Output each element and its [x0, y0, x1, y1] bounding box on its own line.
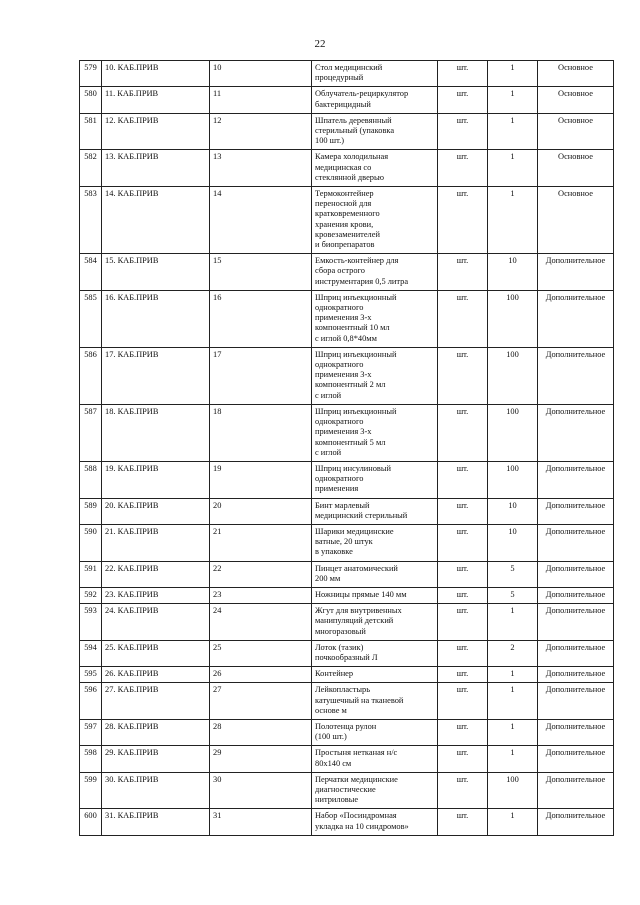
row-number-cell: 582 [80, 150, 102, 187]
unit-cell: шт. [438, 187, 488, 254]
row-number-cell: 585 [80, 290, 102, 347]
unit-cell: шт. [438, 719, 488, 745]
table-row [80, 809, 614, 835]
quantity-cell: 1 [488, 113, 538, 150]
unit-cell: шт. [438, 254, 488, 291]
item-name-cell: Шприц инъекционный однократного применения 3-х компонентный 5 мл с иглой [312, 404, 438, 461]
room-cell: 21. КАБ.ПРИВ [102, 524, 210, 561]
item-name-cell: Шприц инсулиновый однократного применения [312, 461, 438, 498]
quantity-cell: 1 [488, 187, 538, 254]
item-name-cell: Шарики медицинские ватные, 20 штук в упаковке [312, 524, 438, 561]
index-cell: 19 [210, 461, 312, 498]
unit-cell: шт. [438, 113, 488, 150]
unit-cell: шт. [438, 746, 488, 772]
unit-cell: шт. [438, 561, 488, 587]
page-number: 22 [314, 38, 326, 50]
table-row [80, 587, 614, 603]
room-cell: 24. КАБ.ПРИВ [102, 604, 210, 641]
index-cell: 12 [210, 113, 312, 150]
room-cell: 14. КАБ.ПРИВ [102, 187, 210, 254]
row-number-cell: 593 [80, 604, 102, 641]
quantity-cell: 2 [488, 640, 538, 666]
table-row [80, 719, 614, 745]
index-cell: 14 [210, 187, 312, 254]
item-name-cell: Полотенца рулон (100 шт.) [312, 719, 438, 745]
quantity-cell: 10 [488, 254, 538, 291]
table-row [80, 604, 614, 641]
row-number-cell: 590 [80, 524, 102, 561]
quantity-cell: 5 [488, 561, 538, 587]
row-number-cell: 596 [80, 683, 102, 720]
quantity-cell: 100 [488, 461, 538, 498]
room-cell: 15. КАБ.ПРИВ [102, 254, 210, 291]
row-number-cell: 592 [80, 587, 102, 603]
item-name-cell: Облучатель-рециркулятор бактерицидный [312, 87, 438, 113]
room-cell: 31. КАБ.ПРИВ [102, 809, 210, 835]
room-cell: 28. КАБ.ПРИВ [102, 719, 210, 745]
quantity-cell: 100 [488, 772, 538, 809]
row-number-cell: 580 [80, 87, 102, 113]
index-cell: 25 [210, 640, 312, 666]
quantity-cell: 10 [488, 524, 538, 561]
item-name-cell: Лоток (тазик) почкообразный Л [312, 640, 438, 666]
equipment-type-cell: Дополнительное [538, 604, 614, 641]
index-cell: 15 [210, 254, 312, 291]
quantity-cell: 100 [488, 290, 538, 347]
index-cell: 11 [210, 87, 312, 113]
row-number-cell: 600 [80, 809, 102, 835]
item-name-cell: Пинцет анатомический 200 мм [312, 561, 438, 587]
room-cell: 11. КАБ.ПРИВ [102, 87, 210, 113]
equipment-type-cell: Дополнительное [538, 587, 614, 603]
unit-cell: шт. [438, 604, 488, 641]
row-number-cell: 588 [80, 461, 102, 498]
unit-cell: шт. [438, 87, 488, 113]
unit-cell: шт. [438, 683, 488, 720]
quantity-cell: 1 [488, 746, 538, 772]
row-number-cell: 589 [80, 498, 102, 524]
row-number-cell: 586 [80, 347, 102, 404]
equipment-type-cell: Дополнительное [538, 404, 614, 461]
index-cell: 17 [210, 347, 312, 404]
index-cell: 22 [210, 561, 312, 587]
equipment-type-cell: Дополнительное [538, 809, 614, 835]
equipment-type-cell: Дополнительное [538, 290, 614, 347]
quantity-cell: 100 [488, 347, 538, 404]
index-cell: 28 [210, 719, 312, 745]
row-number-cell: 591 [80, 561, 102, 587]
room-cell: 29. КАБ.ПРИВ [102, 746, 210, 772]
unit-cell: шт. [438, 772, 488, 809]
item-name-cell: Бинт марлевый медицинский стерильный [312, 498, 438, 524]
quantity-cell: 1 [488, 683, 538, 720]
item-name-cell: Набор «Посиндромная укладка на 10 синдромов» [312, 809, 438, 835]
row-number-cell: 584 [80, 254, 102, 291]
table-row [80, 461, 614, 498]
index-cell: 10 [210, 61, 312, 87]
equipment-type-cell: Дополнительное [538, 719, 614, 745]
room-cell: 18. КАБ.ПРИВ [102, 404, 210, 461]
room-cell: 27. КАБ.ПРИВ [102, 683, 210, 720]
index-cell: 16 [210, 290, 312, 347]
equipment-type-cell: Дополнительное [538, 772, 614, 809]
index-cell: 21 [210, 524, 312, 561]
quantity-cell: 1 [488, 150, 538, 187]
quantity-cell: 1 [488, 87, 538, 113]
room-cell: 19. КАБ.ПРИВ [102, 461, 210, 498]
room-cell: 20. КАБ.ПРИВ [102, 498, 210, 524]
quantity-cell: 1 [488, 604, 538, 641]
unit-cell: шт. [438, 290, 488, 347]
room-cell: 23. КАБ.ПРИВ [102, 587, 210, 603]
index-cell: 30 [210, 772, 312, 809]
index-cell: 27 [210, 683, 312, 720]
quantity-cell: 1 [488, 719, 538, 745]
equipment-type-cell: Основное [538, 113, 614, 150]
index-cell: 24 [210, 604, 312, 641]
table-row [80, 524, 614, 561]
table-row [80, 561, 614, 587]
room-cell: 30. КАБ.ПРИВ [102, 772, 210, 809]
equipment-type-cell: Основное [538, 187, 614, 254]
unit-cell: шт. [438, 667, 488, 683]
item-name-cell: Камера холодильная медицинская со стеклянной дверью [312, 150, 438, 187]
item-name-cell: Шприц инъекционный однократного применения 3-х компонентный 10 мл с иглой 0,8*40мм [312, 290, 438, 347]
unit-cell: шт. [438, 498, 488, 524]
quantity-cell: 10 [488, 498, 538, 524]
index-cell: 18 [210, 404, 312, 461]
unit-cell: шт. [438, 61, 488, 87]
row-number-cell: 598 [80, 746, 102, 772]
unit-cell: шт. [438, 347, 488, 404]
table-row [80, 187, 614, 254]
equipment-type-cell: Дополнительное [538, 746, 614, 772]
quantity-cell: 5 [488, 587, 538, 603]
table-row [80, 150, 614, 187]
table-row [80, 347, 614, 404]
equipment-type-cell: Основное [538, 87, 614, 113]
item-name-cell: Емкость-контейнер для сбора острого инструментария 0,5 литра [312, 254, 438, 291]
row-number-cell: 599 [80, 772, 102, 809]
item-name-cell: Шпатель деревянный стерильный (упаковка 100 шт.) [312, 113, 438, 150]
room-cell: 22. КАБ.ПРИВ [102, 561, 210, 587]
equipment-type-cell: Основное [538, 150, 614, 187]
row-number-cell: 583 [80, 187, 102, 254]
table-row [80, 498, 614, 524]
unit-cell: шт. [438, 150, 488, 187]
equipment-type-cell: Дополнительное [538, 640, 614, 666]
item-name-cell: Стол медицинский процедурный [312, 61, 438, 87]
row-number-cell: 581 [80, 113, 102, 150]
room-cell: 13. КАБ.ПРИВ [102, 150, 210, 187]
quantity-cell: 1 [488, 667, 538, 683]
table-row [80, 87, 614, 113]
unit-cell: шт. [438, 524, 488, 561]
unit-cell: шт. [438, 809, 488, 835]
item-name-cell: Лейкопластырь катушечный на тканевой основе м [312, 683, 438, 720]
room-cell: 10. КАБ.ПРИВ [102, 61, 210, 87]
room-cell: 26. КАБ.ПРИВ [102, 667, 210, 683]
table-row [80, 404, 614, 461]
row-number-cell: 594 [80, 640, 102, 666]
room-cell: 16. КАБ.ПРИВ [102, 290, 210, 347]
index-cell: 31 [210, 809, 312, 835]
row-number-cell: 597 [80, 719, 102, 745]
equipment-type-cell: Дополнительное [538, 461, 614, 498]
quantity-cell: 1 [488, 61, 538, 87]
equipment-type-cell: Дополнительное [538, 347, 614, 404]
table-row [80, 61, 614, 87]
item-name-cell: Термоконтейнер переносной для кратковременного хранения крови, кровезаменителей и биопрепаратов [312, 187, 438, 254]
table-row [80, 772, 614, 809]
quantity-cell: 100 [488, 404, 538, 461]
equipment-type-cell: Дополнительное [538, 683, 614, 720]
unit-cell: шт. [438, 461, 488, 498]
index-cell: 20 [210, 498, 312, 524]
equipment-type-cell: Основное [538, 61, 614, 87]
room-cell: 12. КАБ.ПРИВ [102, 113, 210, 150]
table-row [80, 254, 614, 291]
equipment-type-cell: Дополнительное [538, 667, 614, 683]
equipment-type-cell: Дополнительное [538, 524, 614, 561]
room-cell: 17. КАБ.ПРИВ [102, 347, 210, 404]
table-row [80, 667, 614, 683]
table-row [80, 746, 614, 772]
unit-cell: шт. [438, 404, 488, 461]
equipment-table [79, 60, 614, 836]
table-body [80, 61, 614, 836]
index-cell: 13 [210, 150, 312, 187]
unit-cell: шт. [438, 640, 488, 666]
item-name-cell: Перчатки медицинские диагностические нитриловые [312, 772, 438, 809]
index-cell: 29 [210, 746, 312, 772]
equipment-type-cell: Дополнительное [538, 254, 614, 291]
item-name-cell: Шприц инъекционный однократного применения 3-х компонентный 2 мл с иглой [312, 347, 438, 404]
item-name-cell: Простыня нетканая н/с 80х140 см [312, 746, 438, 772]
quantity-cell: 1 [488, 809, 538, 835]
item-name-cell: Жгут для внутривенных манипуляций детский многоразовый [312, 604, 438, 641]
item-name-cell: Контейнер [312, 667, 438, 683]
equipment-type-cell: Дополнительное [538, 498, 614, 524]
table-row [80, 290, 614, 347]
row-number-cell: 579 [80, 61, 102, 87]
index-cell: 26 [210, 667, 312, 683]
index-cell: 23 [210, 587, 312, 603]
table-row [80, 683, 614, 720]
item-name-cell: Ножницы прямые 140 мм [312, 587, 438, 603]
row-number-cell: 587 [80, 404, 102, 461]
row-number-cell: 595 [80, 667, 102, 683]
table-row [80, 640, 614, 666]
equipment-type-cell: Дополнительное [538, 561, 614, 587]
unit-cell: шт. [438, 587, 488, 603]
room-cell: 25. КАБ.ПРИВ [102, 640, 210, 666]
table-row [80, 113, 614, 150]
